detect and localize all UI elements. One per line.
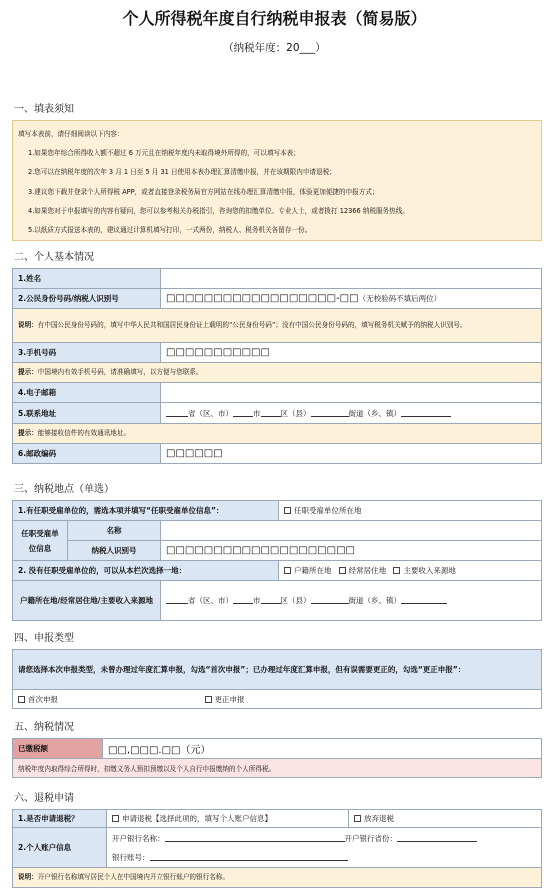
tax-place-table bbox=[12, 500, 542, 621]
option-income-source[interactable]: 主要收入来源地 bbox=[393, 566, 456, 575]
employer-taxid-input[interactable] bbox=[161, 541, 542, 561]
name-input[interactable] bbox=[161, 269, 542, 289]
id-number-boxes[interactable]: □□□□□□□□□□□□□□□□□□-□□ bbox=[166, 293, 359, 304]
instruction-item: 3.建议您下载并登录个人所得税 APP，或者直接登录税务局官方网站在线办理汇算清缴申报，体验更加便捷的申报方式； bbox=[28, 187, 379, 196]
checkbox[interactable] bbox=[284, 507, 291, 514]
account-info-input[interactable]: 开户银行名称： 开户银行省份： 银行账号： bbox=[107, 828, 542, 868]
section-heading-tax-status: 五、纳税情况 bbox=[14, 722, 74, 733]
account-info-label: 2.个人账户信息 bbox=[13, 828, 107, 868]
correction-declaration-option[interactable]: 更正申报 bbox=[200, 690, 542, 709]
section-heading-tax-place: 三、纳税地点（单选） bbox=[14, 484, 114, 495]
tax-status-table bbox=[12, 738, 542, 778]
instructions-box bbox=[12, 120, 542, 241]
tax-year-line[interactable]: （纳税年度：20___） bbox=[223, 42, 326, 54]
instruction-item: 5.以纸质方式报送本表的，建议通过计算机填写打印，一式两份，纳税人、税务机关各留存一份。 bbox=[28, 226, 312, 235]
employer-taxid-boxes[interactable]: □□□□□□□□□□□□□□□□□□□□ bbox=[166, 545, 355, 556]
phone-input[interactable] bbox=[161, 343, 542, 363]
option-residence[interactable]: 经常居住地 bbox=[339, 566, 387, 575]
place-options bbox=[279, 561, 542, 581]
instruction-item: 4.如果您对于申报填写的内容有疑问，您可以参考相关办税指引，咨询您的扣缴单位、专业人士，或者拨打 12366 纳税服务热线。 bbox=[28, 206, 409, 215]
id-number-hint: （无校验码不填后两位） bbox=[358, 294, 442, 303]
section-heading-refund: 六、退税申请 bbox=[14, 793, 74, 804]
email-input[interactable] bbox=[161, 383, 542, 403]
address-input[interactable]: 省（区、市） 市 区（县） 街道（乡、镇） bbox=[161, 403, 542, 424]
address-note: 提示：能够接收信件的有效通讯地址。 bbox=[13, 424, 542, 444]
unemployed-option-label: 2. 没有任职受雇单位的，可以从本栏次选择一地： bbox=[13, 561, 279, 581]
phone-note: 提示：中国境内有效手机号码，请准确填写，以方便与您联系。 bbox=[13, 363, 542, 383]
employer-info-label: 任职受雇单位信息 bbox=[13, 521, 68, 561]
account-note: 说明：开户银行名称填写居民个人在中国境内开立银行账户的银行名称。 bbox=[13, 868, 542, 888]
zip-label: 6.邮政编码 bbox=[13, 444, 161, 464]
email-label: 4.电子邮箱 bbox=[13, 383, 161, 403]
place-address-label: 户籍所在地/经常居住地/主要收入来源地 bbox=[13, 581, 161, 621]
employer-name-input[interactable] bbox=[161, 521, 542, 541]
apply-refund-option[interactable]: 申请退税【选择此项的，填写个人账户信息】 bbox=[107, 810, 349, 828]
zip-input[interactable] bbox=[161, 444, 542, 464]
instruction-item: 2.您可以在纳税年度的次年 3 月 1 日至 5 月 31 日使用本表办理汇算清缴申报，并在该期限内申请退税； bbox=[28, 168, 336, 177]
employer-location-option[interactable]: 任职受雇单位所在地 bbox=[279, 501, 542, 521]
basic-info-table bbox=[12, 268, 542, 464]
paid-tax-input[interactable]: □□,□□□.□□（元） bbox=[103, 739, 542, 759]
address-label: 5.联系地址 bbox=[13, 403, 161, 424]
place-address-input[interactable]: 省（区、市） 市 区（县） 街道（乡、镇） bbox=[161, 581, 542, 621]
waive-refund-option[interactable]: 放弃退税 bbox=[349, 810, 542, 828]
phone-boxes[interactable]: □□□□□□□□□□□ bbox=[166, 347, 270, 358]
phone-label: 3.手机号码 bbox=[13, 343, 161, 363]
section-heading-basic-info: 二、个人基本情况 bbox=[14, 252, 94, 263]
declaration-type-instruction: 请您选择本次申报类型，未曾办理过年度汇算申报，勾选“首次申报”；已办理过年度汇算申报，但有误需要更正的，勾选“更正申报”： bbox=[13, 650, 542, 690]
first-declaration-option[interactable]: 首次申报 bbox=[13, 690, 200, 709]
option-household[interactable]: 户籍所在地 bbox=[284, 566, 332, 575]
zip-boxes[interactable]: □□□□□□ bbox=[166, 448, 223, 459]
section-heading-instructions: 一、填表须知 bbox=[14, 104, 74, 115]
declaration-type-table bbox=[12, 649, 542, 709]
instruction-item: 1.如果您年综合所得收入额不超过 6 万元且在纳税年度内未取得境外所得的，可以填写本表； bbox=[28, 149, 300, 158]
refund-question-label: 1.是否申请退税？ bbox=[13, 810, 107, 828]
id-number-label: 2.公民身份号码/纳税人识别号 bbox=[13, 289, 161, 309]
employer-taxid-label: 纳税人识别号 bbox=[68, 541, 161, 561]
section-heading-declaration-type: 四、申报类型 bbox=[14, 633, 74, 644]
employed-option-label: 1.有任职受雇单位的，需选本项并填写“任职受雇单位信息”： bbox=[13, 501, 279, 521]
refund-table bbox=[12, 809, 542, 888]
paid-tax-label: 已缴税额 bbox=[13, 739, 103, 759]
name-label: 1.姓名 bbox=[13, 269, 161, 289]
employer-name-label: 名称 bbox=[68, 521, 161, 541]
instructions-intro: 填写本表前，请仔细阅读以下内容： bbox=[18, 130, 124, 138]
id-number-note: 说明：有中国公民身份号码的，填写中华人民共和国居民身份证上载明的“公民身份号码”；没有中国公民身份号码的，填写税务机关赋予的纳税人识别号。 bbox=[13, 309, 542, 343]
form-title: 个人所得税年度自行纳税申报表（简易版） bbox=[122, 9, 427, 28]
paid-tax-note: 纳税年度内取得综合所得时，扣缴义务人预扣预缴以及个人自行申报缴纳的个人所得税。 bbox=[13, 759, 542, 778]
id-number-input[interactable] bbox=[161, 289, 542, 309]
